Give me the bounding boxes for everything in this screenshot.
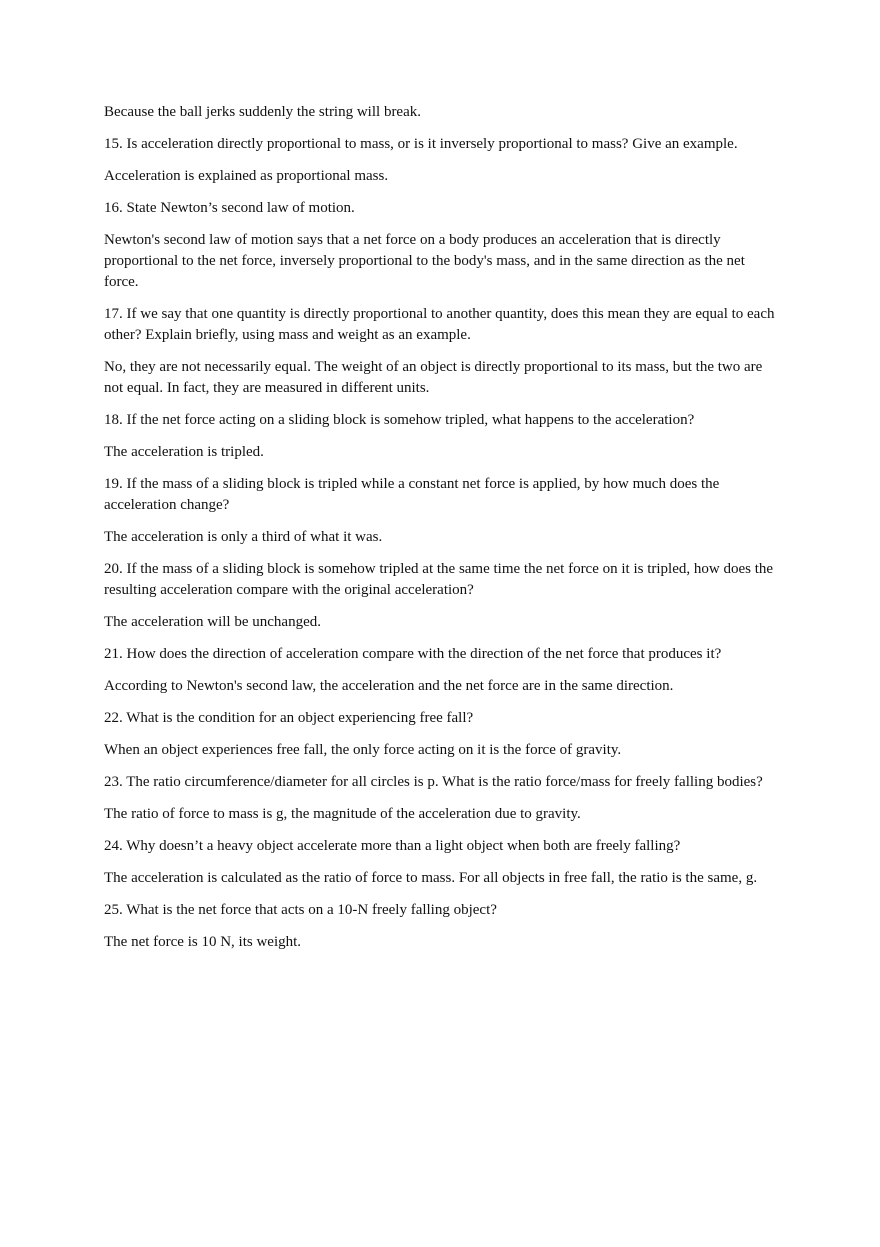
answer-17: No, they are not necessarily equal. The weight of an object is directly proportional to its mass, but the two are not equal. In fact, they are measured in different units. [104,359,763,396]
answer-24: The acceleration is calculated as the ratio of force to mass. For all objects in free fall, the ratio is the same, g. [104,870,758,886]
question-18: 18. If the net force acting on a sliding block is somehow tripled, what happens to the acceleration? [104,412,695,428]
question-20: 20. If the mass of a sliding block is somehow tripled at the same time the net force on it is tripled, how does the resulting acceleration compare with the original acceleration? [104,561,774,598]
question-21: 21. How does the direction of acceleration compare with the direction of the net force that produces it? [104,646,722,662]
answer-20: The acceleration will be unchanged. [104,614,321,630]
answer-21: According to Newton's second law, the acceleration and the net force are in the same direction. [104,678,674,694]
answer-19: The acceleration is only a third of what it was. [104,529,383,545]
answer-15: Acceleration is explained as proportional mass. [104,168,389,184]
question-23: 23. The ratio circumference/diameter for all circles is p. What is the ratio force/mass for freely falling bodies? [104,774,763,790]
answer-23: The ratio of force to mass is g, the magnitude of the acceleration due to gravity. [104,806,581,822]
question-24: 24. Why doesn’t a heavy object accelerate more than a light object when both are freely falling? [104,838,681,854]
answer-25: The net force is 10 N, its weight. [104,934,302,950]
question-15: 15. Is acceleration directly proportional to mass, or is it inversely proportional to mass? Give an example. [104,136,738,152]
question-19: 19. If the mass of a sliding block is tripled while a constant net force is applied, by how much does the acceleration change? [104,476,720,513]
answer-14: Because the ball jerks suddenly the string will break. [104,104,421,120]
answer-16: Newton's second law of motion says that a net force on a body produces an acceleration that is directly proportional to the net force, inversely proportional to the body's mass, and in the same direction as the net force. [104,232,745,290]
answer-18: The acceleration is tripled. [104,444,264,460]
question-17: 17. If we say that one quantity is directly proportional to another quantity, does this mean they are equal to each other? Explain briefly, using mass and weight as an example. [104,306,775,343]
answer-22: When an object experiences free fall, the only force acting on it is the force of gravity. [104,742,622,758]
question-22: 22. What is the condition for an object experiencing free fall? [104,710,474,726]
question-25: 25. What is the net force that acts on a 10-N freely falling object? [104,902,497,918]
question-16: 16. State Newton’s second law of motion. [104,200,355,216]
